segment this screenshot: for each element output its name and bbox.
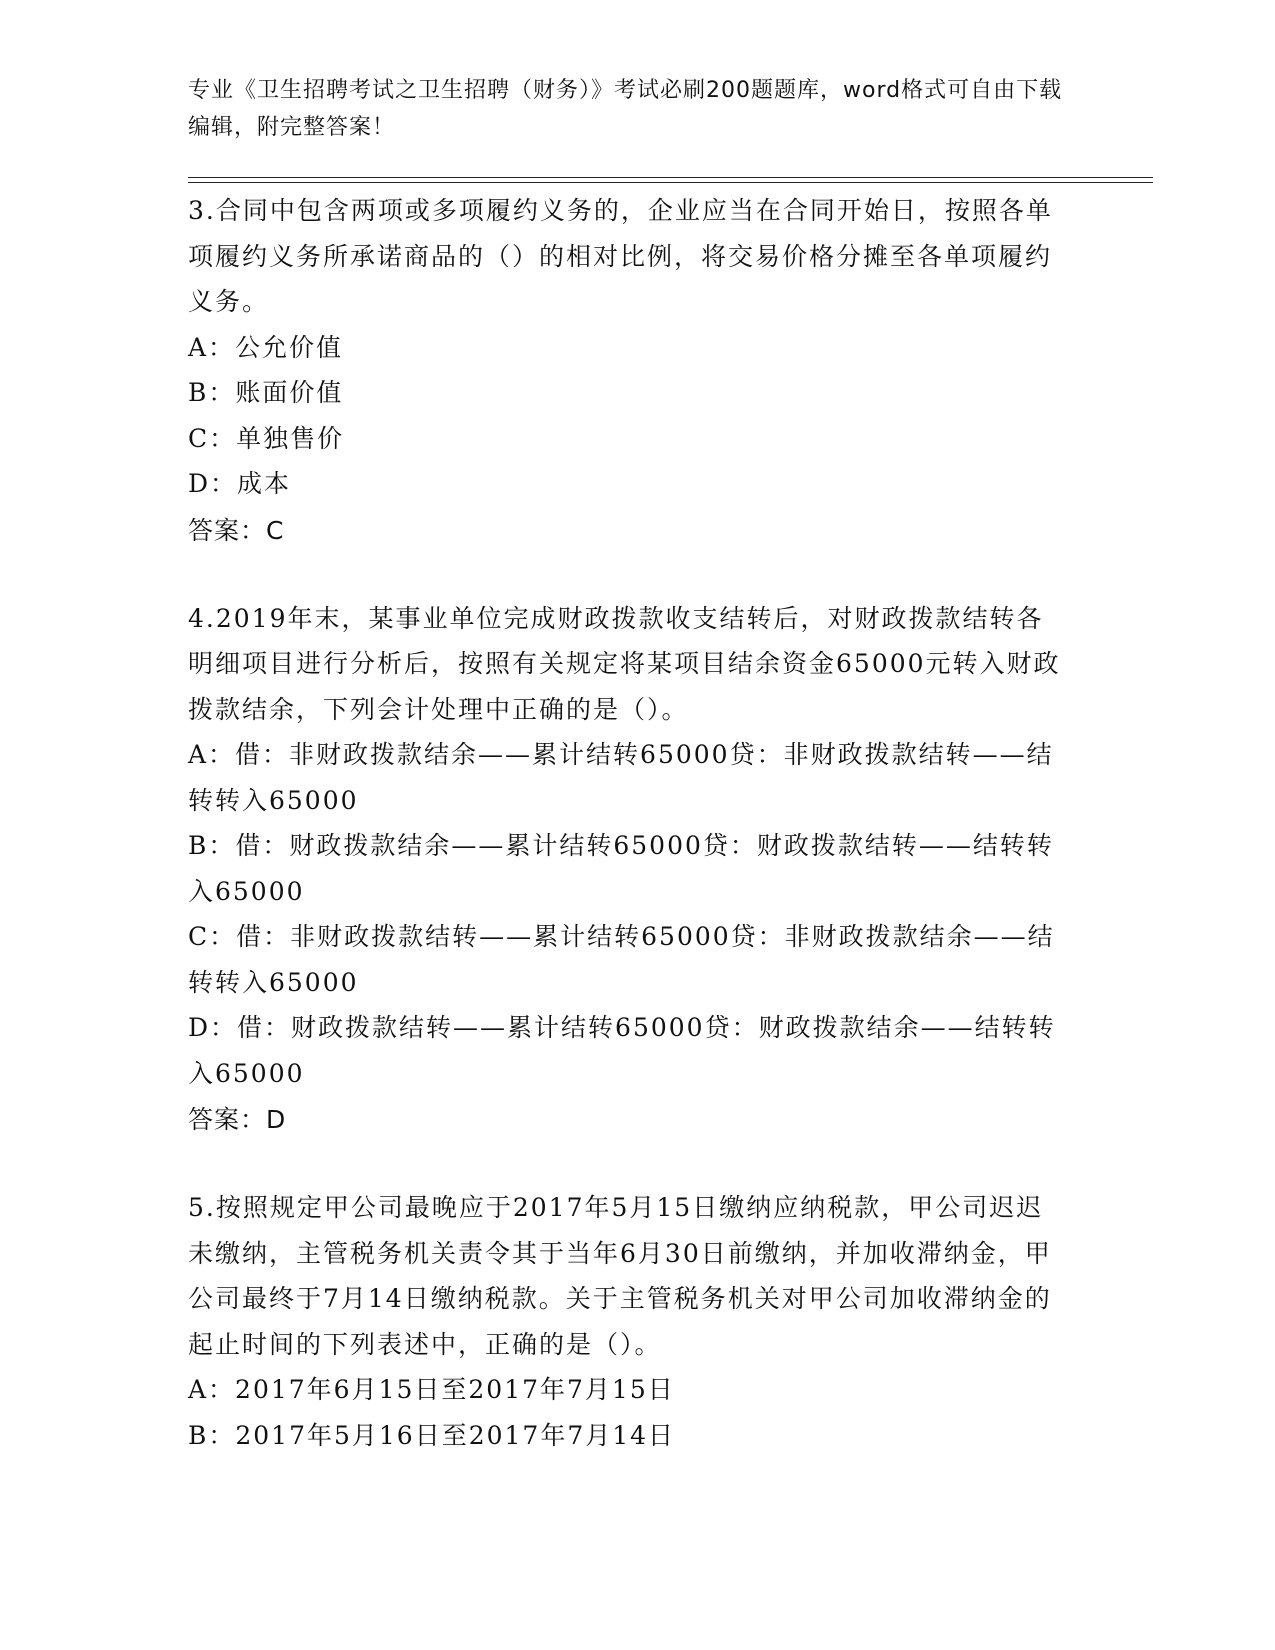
question-3 [188,188,1068,554]
option-c: C：借：非财政拨款结转——累计结转65000贷：非财政拨款结余——结转转入65000 [188,922,1055,997]
option-d: D：借：财政拨款结转——累计结转65000贷：财政拨款结余——结转转入65000 [188,1013,1056,1088]
option-d: D：成本 [188,469,292,498]
option-a: A：2017年6月15日至2017年7月15日 [188,1375,675,1404]
option-b: B：账面价值 [188,378,344,407]
question-text: 3.合同中包含两项或多项履约义务的，企业应当在合同开始日，按照各单项履约义务所承诺商品的（）的相对比例，将交易价格分摊至各单项履约义务。 [188,196,1053,316]
question-5 [188,1185,1068,1458]
question-text: 5.按照规定甲公司最晚应于2017年5月15日缴纳应纳税款，甲公司迟迟未缴纳，主管税务机关责令其于当年6月30日前缴纳，并加收滞纳金，甲公司最终于7月14日缴纳税款。关于主管税务机关对甲公司加收滞纳金的起止时间的下列表述中，正确的是（）。 [188,1193,1052,1359]
question-4 [188,596,1068,1144]
question-text: 4.2019年末，某事业单位完成财政拨款收支结转后，对财政拨款结转各明细项目进行分析后，按照有关规定将某项目结余资金65000元转入财政拨款结余，下列会计处理中正确的是（）。 [188,603,1061,724]
header-divider [188,177,1153,183]
option-b: B：2017年5月16日至2017年7月14日 [188,1420,676,1450]
page-header: 专业《卫生招聘考试之卫生招聘（财务）》考试必刷200题题库，word格式可自由下载编辑，附完整答案！ [188,78,1063,140]
option-b: B：借：财政拨款结余——累计结转65000贷：财政拨款结转——结转转入65000 [188,831,1054,906]
answer-line: 答案：C [188,515,285,545]
option-c: C：单独售价 [188,423,345,453]
option-a: A：公允价值 [188,332,344,362]
spacer [188,554,1068,596]
document-body [188,188,1068,1458]
answer-line: 答案：D [188,1105,287,1134]
spacer [188,1143,1068,1185]
option-a: A：借：非财政拨款结余——累计结转65000贷：非财政拨款结转——结转转入65000 [188,740,1054,815]
